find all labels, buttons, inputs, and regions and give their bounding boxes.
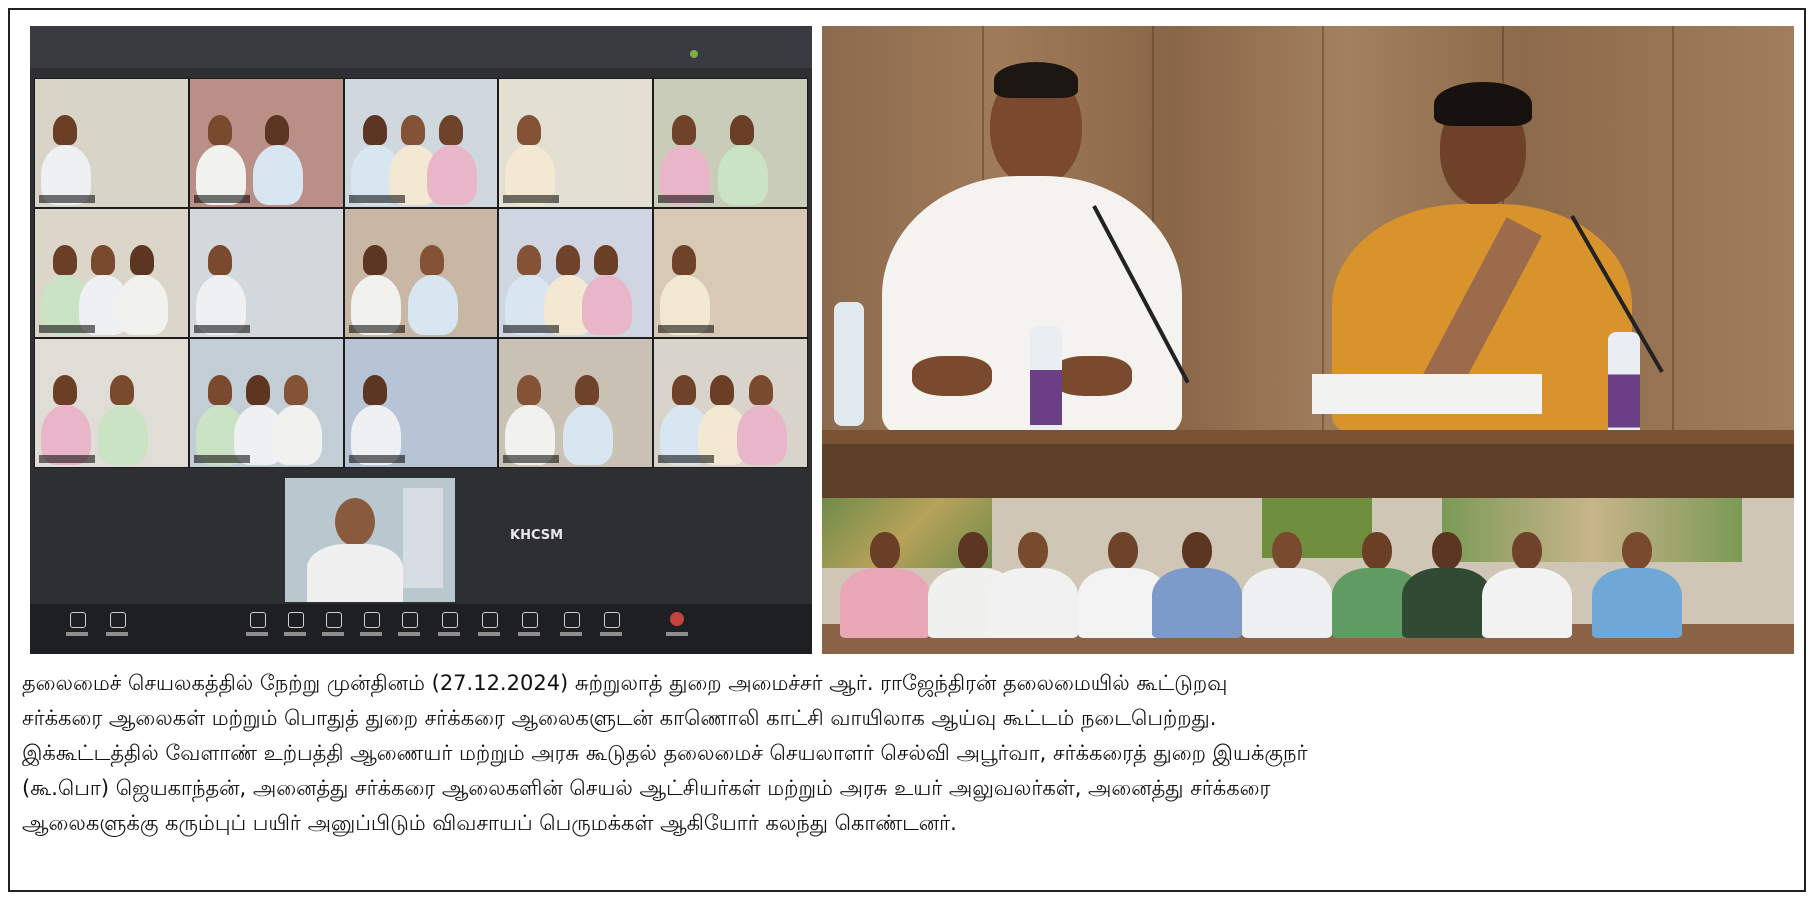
toolbar-icon bbox=[288, 612, 304, 628]
participant-tile bbox=[34, 208, 189, 338]
water-bottle bbox=[1608, 332, 1640, 438]
participant-tile bbox=[344, 78, 499, 208]
attendee bbox=[1432, 532, 1462, 570]
toolbar-icon bbox=[442, 612, 458, 628]
attendee-body bbox=[1592, 568, 1682, 638]
water-bottle bbox=[834, 302, 864, 426]
participant-tile bbox=[498, 78, 653, 208]
participant-tile bbox=[189, 338, 344, 468]
attendee-body bbox=[1152, 568, 1242, 638]
news-clipping bbox=[8, 8, 1806, 892]
photo-caption bbox=[22, 666, 1798, 884]
participant-tile bbox=[34, 338, 189, 468]
participant-tile bbox=[653, 338, 808, 468]
participant-tile bbox=[344, 338, 499, 468]
participant-tile bbox=[189, 78, 344, 208]
toolbar-icon bbox=[110, 612, 126, 628]
attendee bbox=[1362, 532, 1392, 570]
conference-brand-label: KHCSM bbox=[510, 528, 564, 543]
attendee-body bbox=[840, 568, 930, 638]
toolbar-icon bbox=[250, 612, 266, 628]
attendee-body bbox=[1482, 568, 1572, 638]
attendee bbox=[1182, 532, 1212, 570]
toolbar-icon bbox=[326, 612, 342, 628]
toolbar-icon bbox=[70, 612, 86, 628]
documents-stack bbox=[1312, 374, 1542, 414]
camera-icon bbox=[690, 50, 698, 58]
caption-line-5: ஆலைகளுக்கு கரும்புப் பயிர் அனுப்பிடும் விவசாயப் பெருமக்கள் ஆகியோர் கலந்து கொண்டனர். bbox=[22, 811, 957, 835]
toolbar-icon bbox=[522, 612, 538, 628]
attendee-body bbox=[1242, 568, 1332, 638]
participant-tile bbox=[653, 208, 808, 338]
meeting-room-photo bbox=[822, 498, 1794, 654]
caption-line-1: தலைமைச் செயலகத்தில் நேற்று முன்தினம் (27.12.2024) சுற்றுலாத் துறை அமைச்சர் ஆர். ராஜேந்திரன் தலைமையில் கூட்டுறவு bbox=[22, 671, 1228, 695]
toolbar-icon bbox=[402, 612, 418, 628]
toolbar-icon bbox=[482, 612, 498, 628]
participant-tile bbox=[498, 338, 653, 468]
wall-picture bbox=[1442, 498, 1742, 562]
participant-tile bbox=[344, 208, 499, 338]
attendee bbox=[1018, 532, 1048, 570]
attendee bbox=[1272, 532, 1302, 570]
attendee bbox=[1108, 532, 1138, 570]
attendee bbox=[1622, 532, 1652, 570]
featured-participant-tile bbox=[285, 478, 455, 602]
toolbar-icon bbox=[604, 612, 620, 628]
leave-call-icon bbox=[670, 612, 684, 626]
participant-tile bbox=[189, 208, 344, 338]
caption-line-3: இக்கூட்டத்தில் வேளாண் உற்பத்தி ஆணையர் மற்றும் அரசு கூடுதல் தலைமைச் செயலாளர் செல்வி அபூர்வா, சர்க்கரைத் துறை இயக்குநர் bbox=[22, 741, 1308, 765]
toolbar-icon bbox=[564, 612, 580, 628]
attendee-body bbox=[988, 568, 1078, 638]
participant-tile bbox=[498, 208, 653, 338]
attendee bbox=[1512, 532, 1542, 570]
attendee bbox=[958, 532, 988, 570]
officials-photo bbox=[822, 26, 1794, 502]
participant-tile bbox=[653, 78, 808, 208]
participant-grid bbox=[34, 78, 808, 468]
video-conference-photo bbox=[30, 26, 812, 654]
conference-toolbar bbox=[30, 604, 812, 654]
attendee-body bbox=[1402, 568, 1492, 638]
water-bottle bbox=[1030, 326, 1062, 436]
participant-tile bbox=[34, 78, 189, 208]
attendee bbox=[870, 532, 900, 570]
caption-line-4: (கூ.பொ) ஜெயகாந்தன், அனைத்து சர்க்கரை ஆலைகளின் செயல் ஆட்சியர்கள் மற்றும் அரசு உயர் அலுவலர்கள், அனைத்து சர்க்கரை bbox=[22, 776, 1271, 800]
monitor-title-bar bbox=[30, 26, 812, 68]
caption-line-2: சர்க்கரை ஆலைகள் மற்றும் பொதுத் துறை சர்க்கரை ஆலைகளுடன் காணொலி காட்சி வாயிலாக ஆய்வு கூட்டம் நடைபெற்றது. bbox=[22, 706, 1217, 730]
toolbar-icon bbox=[364, 612, 380, 628]
